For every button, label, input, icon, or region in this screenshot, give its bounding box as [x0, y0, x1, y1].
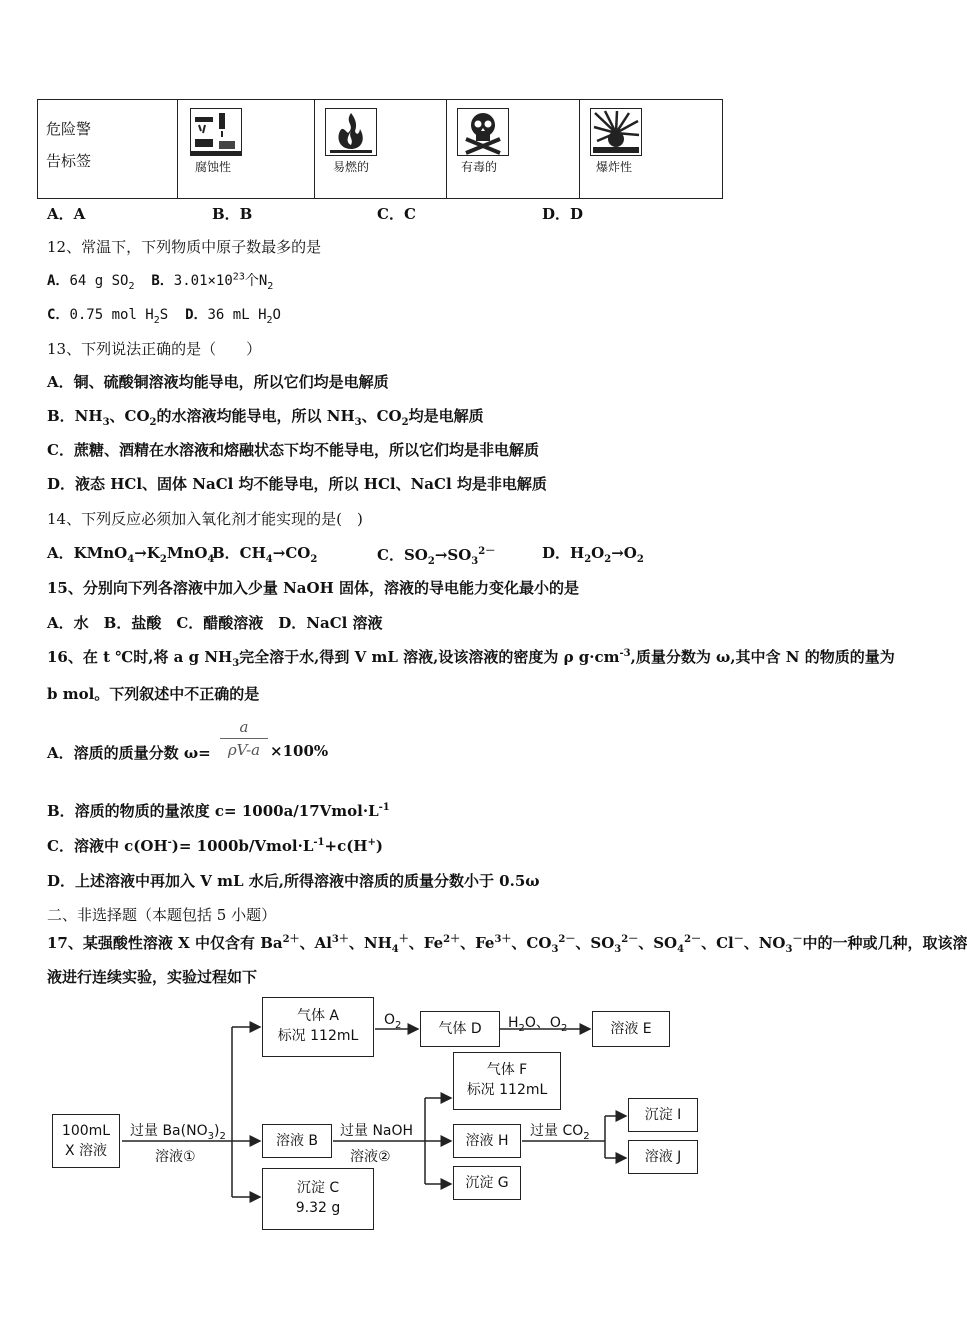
q14-option-a: A．$KMnO_4\to K_2MnO_4$ [47, 544, 215, 565]
box-gas-d: 气体 D [420, 1011, 500, 1047]
q12-options-ab: A．64 g $SO_2$ B．$3.01\times 10^{23}$个$N_2$ [47, 271, 274, 292]
q11-option-d: D．D [542, 205, 584, 223]
section-heading: 二、非选择题（本题包括 5 小题） [47, 906, 277, 924]
hazard-cell-explosive [579, 100, 723, 198]
q14-stem: 14、下列反应必须加入氧化剂才能实现的是( ) [47, 510, 363, 528]
caption-flammable: 易燃的 [333, 160, 370, 174]
caption-corrosive: 腐蚀性 [195, 160, 232, 174]
caption-explosive: 爆炸性 [596, 160, 633, 174]
label-step2: 过量 NaOH [340, 1123, 414, 1139]
skull-crossbones-icon [457, 108, 509, 156]
q16-option-a-fraction [220, 718, 268, 759]
q16-option-a-suffix: ×100% [270, 742, 329, 760]
q12-stem: 12、常温下，下列物质中原子数最多的是 [47, 238, 322, 256]
q14-option-c: C．$SO_2\to SO_3^{2-}$ [377, 546, 496, 567]
box-gas-f [453, 1052, 561, 1110]
label-step2-solution: 溶液② [350, 1149, 391, 1165]
label-co2: 过量 $CO_2$ [530, 1123, 590, 1142]
explosion-icon [590, 108, 642, 156]
q16-option-b: B．溶质的物质的量浓度 $c= 1000a/17Vmol\cdot L^{-1}$ [47, 802, 390, 820]
ion-item: 、$SO_4^{2-}$ [638, 934, 702, 955]
q13-option-c: C．蔗糖、酒精在水溶液和熔融状态下均不能导电，所以它们均是非电解质 [47, 441, 539, 459]
box-solution-x [52, 1114, 120, 1168]
q17-stem-line1: 17、某强酸性溶液 X 中仅含有 $Ba^{2+}$、$Al^{3+}$、$NH_4^+$、$Fe^{2+}$、$Fe^{3+}$、$CO_3^{2-}$、$SO_3^{2-}$、$SO_4^{2-}$、Cl－、$NO_3^-$中的一种或几种，取该溶 [47, 934, 967, 955]
hazard-cell-flammable [314, 100, 447, 198]
label-o2: $O_2$ [384, 1012, 402, 1031]
q17-stem-line2: 液进行连续实验，实验过程如下 [47, 968, 258, 986]
q13-option-a: A．铜、硫酸铜溶液均能导电，所以它们均是电解质 [47, 373, 389, 391]
box-x-line2: X 溶液 [64, 1143, 108, 1159]
q16-stem-line1: 16、在 t ℃时,将 a g $NH_3$完全溶于水,得到 V mL 溶液,设该溶液的密度为 ρ $g\cdot cm^{-3}$,质量分数为 ω,其中含 N 的物质的量为 [47, 648, 895, 669]
ion-list [260, 934, 803, 955]
ion-item: 、$NH_4^+$ [348, 934, 409, 955]
box-gas-a [262, 997, 374, 1057]
fraction-numerator: a [239, 718, 249, 736]
q15-stem: 15、分别向下列各溶液中加入少量 NaOH 固体，溶液的导电能力变化最小的是 [47, 579, 579, 597]
hazard-label-table [37, 99, 723, 199]
ion-item: 、$SO_3^{2-}$ [575, 934, 639, 955]
q13-option-d: D．液态 HCl、固体 NaCl 均不能导电，所以 HCl、NaCl 均是非电解质 [47, 475, 547, 493]
q16-option-d: D．上述溶液中再加入 V mL 水后,所得溶液中溶质的质量分数小于 0.5ω [47, 872, 540, 890]
q16-option-c: C．溶液中 $c(OH^-)= 1000b/Vmol\cdot L^{-1}+c(H^+)$ [47, 837, 383, 855]
hazard-cell-toxic [446, 100, 580, 198]
q14-option-b: B．$CH_4\to CO_2$ [212, 544, 318, 565]
q14-option-d: D．$H_2O_2\to O_2$ [542, 544, 644, 565]
label-step1-solution: 溶液① [155, 1149, 196, 1165]
box-gas-f-line2: 标况 112mL [466, 1082, 548, 1098]
box-x-line1: 100mL [61, 1123, 111, 1139]
box-precipitate-i: 沉淀 I [628, 1098, 698, 1132]
ion-item: 、$CO_3^{2-}$ [511, 934, 576, 955]
q16-option-a-prefix: A．溶质的质量分数 ω= [47, 744, 211, 762]
q16-stem-line2: b mol。下列叙述中不正确的是 [47, 685, 260, 703]
flame-icon [325, 108, 377, 156]
q11-option-a: A．A [47, 205, 86, 223]
label-h2o-o2: $H_2O$、$O_2$ [508, 1015, 568, 1034]
q13-option-b: B．$NH_3$、$CO_2$的水溶液均能导电，所以 $NH_3$、$CO_2$均是电解质 [47, 407, 484, 428]
ion-item: 、$Fe^{3+}$ [460, 934, 512, 952]
corrosive-icon [190, 108, 242, 156]
box-solution-h: 溶液 H [453, 1124, 521, 1158]
box-solution-e: 溶液 E [592, 1011, 670, 1047]
ion-item: $Ba^{2+}$ [260, 934, 300, 952]
ion-item: 、$NO_3^-$ [743, 934, 803, 955]
ion-item: 、Cl－ [701, 934, 744, 952]
ion-item: 、$Al^{3+}$ [299, 934, 349, 952]
box-prec-c-line1: 沉淀 C [296, 1180, 340, 1196]
fraction-bar [220, 738, 268, 739]
q11-option-b: B．B [212, 205, 253, 223]
box-gas-a-line2: 标况 112mL [277, 1028, 359, 1044]
q12-options-cd: C．0.75 mol $H_2S$ D．36 mL $H_2O$ [47, 307, 281, 326]
box-solution-j: 溶液 J [628, 1140, 698, 1174]
q15-options: A．水 B．盐酸 C．醋酸溶液 D．NaCl 溶液 [47, 614, 383, 632]
box-prec-c-line2: 9.32 g [295, 1200, 341, 1216]
box-solution-b: 溶液 B [262, 1124, 332, 1158]
box-precipitate-c [262, 1168, 374, 1230]
row-label-line1: 危险警 [46, 120, 92, 138]
box-gas-a-line1: 气体 A [296, 1008, 340, 1024]
ion-item: 、$Fe^{2+}$ [408, 934, 461, 952]
box-precipitate-g: 沉淀 G [453, 1166, 521, 1200]
row-label-line2: 告标签 [46, 152, 92, 170]
q13-stem: 13、下列说法正确的是（ ） [47, 340, 262, 358]
box-gas-f-line1: 气体 F [486, 1062, 528, 1078]
label-step1: 过量 $Ba(NO_3)_2$ [130, 1123, 226, 1142]
q11-option-c: C．C [377, 205, 416, 223]
fraction-denominator: ρV-a [227, 741, 261, 759]
caption-toxic: 有毒的 [461, 160, 498, 174]
hazard-cell-corrosive [177, 100, 315, 198]
